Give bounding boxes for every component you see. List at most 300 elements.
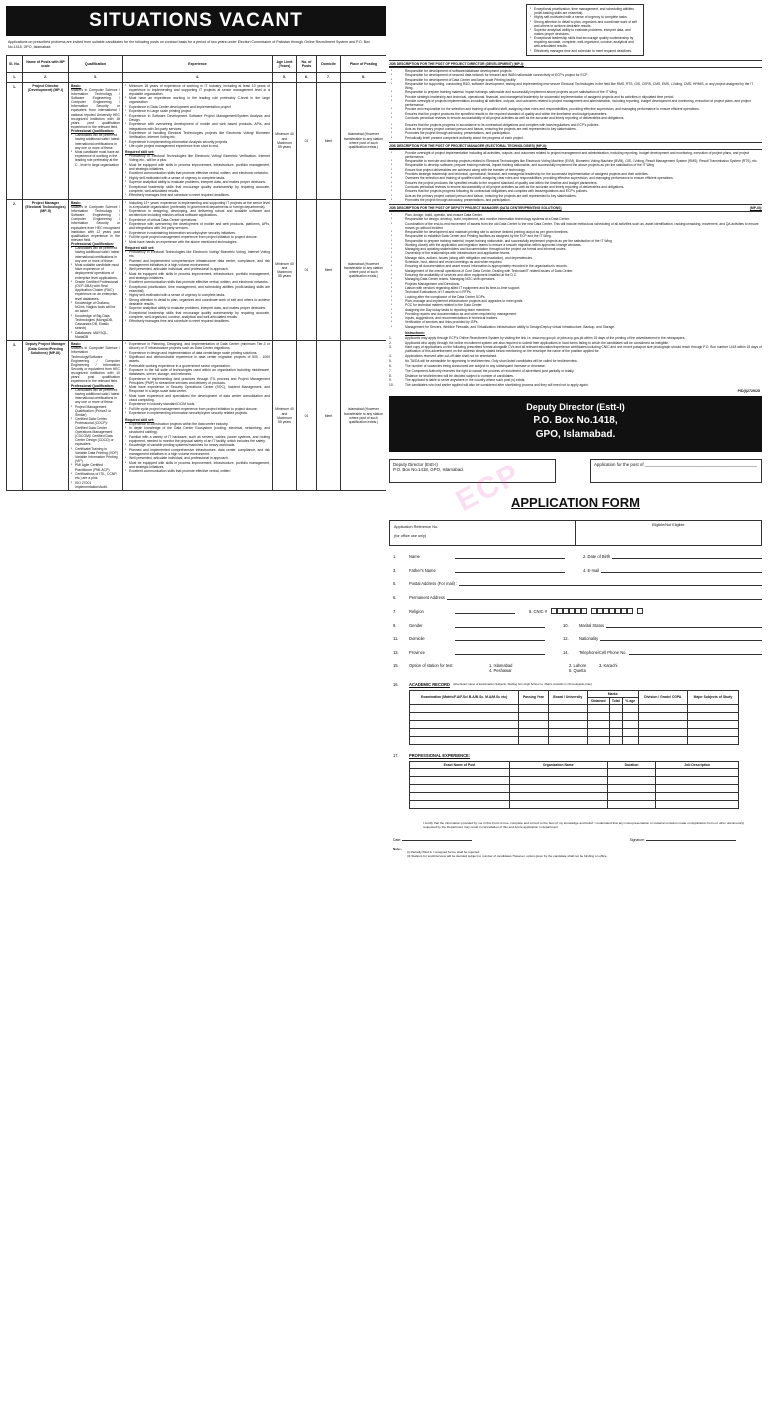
table-row[interactable] [410, 737, 739, 745]
col-header: Total [609, 697, 622, 704]
watermark-stamp: ECP [450, 457, 527, 519]
address-line: P.O. Box No.1418, [533, 414, 618, 426]
qualification-cell [69, 82, 123, 199]
instruction-item [389, 383, 762, 387]
bullet-item: ▪ Responsible for supporting, conducting R&D, software development, testing and implementing new secure Electoral Technologies in the field like RMS, RTS, GIS, CERS, CMS, EMS, i-Voting, CMS, HRMIS, or any project assigned by the IT Wing. [389, 82, 762, 90]
form-row: 9. Gender 10. Marital Status [389, 623, 762, 628]
bullet-item: ▪ Provide oversight of project implementation including all activities, outputs, and outcomes related to project management and administration, including reporting, budget development and monitoring, execution of project plans, and project performance. [389, 151, 762, 159]
form-row: 6. Permanent Address [389, 595, 762, 600]
ref-sub: (for office use only) [394, 534, 427, 539]
bullet-item: ▪ Schedule, host, attend and record meetings as and when required. [389, 260, 762, 264]
bullet-item: ▪ Looking after the compliance of the Data Center SOPs. [389, 295, 762, 299]
col-header: Place of Posting [341, 56, 387, 73]
bullet-item: ▪ Responsible for development and maintain printing site to achieve desired printing output as per given timelines. [389, 230, 762, 234]
bullet-item: ▪ Well presented, articulate individual, and professional in approach. [125, 456, 270, 460]
instruction-item [389, 345, 762, 353]
qual-heading: Basic: [71, 83, 82, 88]
bullet-item: ▪ Responsible for design, develop, build, implement, and monitor information technology systems at a Data Center. [389, 217, 762, 221]
instruction-number: 9. [389, 378, 392, 383]
post-name: Deputy Project Manager (Data Center/Printing Solutions) (MP-III) [25, 342, 66, 355]
jd-title: JOB DESCRIPTION FOR THE POST OF PROJECT DIRECTOR (DEVELOPMENT) (MP-I): [389, 61, 524, 66]
form-row: 7. Religion 8. CNIC # [389, 608, 762, 614]
col-header: Board / University [548, 690, 587, 704]
instruction-text: The number of vacancies being announced are subject to any subsequent increase or decrease. [405, 363, 546, 368]
bullet-item: ▪ Databases: MAYSQL, MariaDB [71, 331, 120, 339]
bullet-item: ▪ Experience in Software Development Software Project Management/System Analysis and Design. [125, 114, 270, 122]
domicile: Merit [317, 199, 341, 340]
instruction-number: 10. [389, 383, 394, 388]
bullet-item: ▪ Acts as the primary project contact person and liaison, ensuring the projects are well represented to key stakeholders. [389, 194, 762, 198]
bullet-item: ▪ Experience in design and implementation of data center/large scale printing solutions. [125, 351, 270, 355]
bullet-item: ▪ Responsible to prepare training material, impart training nationwide, and successfully implement projects as per the satisfaction of the IT Wing [389, 239, 762, 243]
bullet-item: ▪ Proficiency in Electoral Technologies like Electronic Voting/ Biometric Verification, Internet Voting etc., will be a plus. [125, 154, 270, 162]
bullet-item: ▪ Certifications of ITIL, CCNP, etc.) are a plus. [71, 472, 120, 480]
field-label: Gender [409, 622, 423, 628]
form-row: 11. Domicile 12. Nationality [389, 636, 762, 641]
email-field[interactable] [601, 569, 762, 573]
bullet-item: ▪ Highly self-motivated with a sense of urgency to complete tasks. [125, 293, 270, 297]
bullet-item: ▪ Must be equipped with skills in process improvement, infrastructure, portfolio management, and strategic initiatives. [125, 163, 270, 171]
station-option[interactable]: 5. Quetta [569, 668, 586, 674]
field-label: 12. [563, 636, 569, 642]
section-title: ACADEMIC RECORD [409, 681, 450, 687]
col-number-row [7, 73, 387, 82]
instruction-item [389, 359, 762, 363]
table-row[interactable] [410, 801, 739, 809]
post-count: 01 [297, 341, 317, 491]
qual-heading: Professional Qualification: [71, 129, 114, 134]
bullet-item: ▪ Exceptional prioritization, time management, and scheduling abilities (multi-tasking skills are essential). [125, 285, 270, 293]
table-row[interactable] [410, 793, 739, 801]
address-line: GPO, Islamabad. [535, 428, 616, 440]
bullet-item: ▪ Most candidate must have an experience of working in the leading role preferably at the C - level in large organization [71, 150, 120, 167]
postal-address-field[interactable] [459, 582, 762, 586]
table-row [7, 341, 387, 491]
instruction-number: 2. [389, 340, 392, 345]
bullet-item: ▪ Project Management Qualification (Prince2 or Similar) [71, 405, 120, 417]
field-label: 10. [563, 622, 569, 628]
jd-code: (MP-III): [749, 205, 762, 210]
bullet-item: ▪ Working closely with the application and migration teams to ensure a smooth migration within approved change windows. [389, 243, 762, 247]
qual-heading: Basic: [71, 200, 82, 205]
bullet-item: ▪ Assigning the Day today tasks to reporting team members. [389, 308, 762, 312]
instruction-text: The applicant is liable to serve anywhere in the country where such post (s) exists. [405, 378, 526, 383]
form-row: 13. Province 14. Telephone/Cell Phone No. [389, 650, 762, 655]
bullet-item: ▪ Experience of critical Data Center operations. [125, 218, 270, 222]
bullet-item: ▪ Providing reports and documentation as and when required by management. [389, 312, 762, 316]
form-row: 17. PROFESSIONAL EXPERIENCE: [393, 753, 471, 759]
signature-field[interactable] [646, 840, 736, 841]
bullet-item: ▪ Provide oversight of projects implementation including all activities, outputs, and outcomes related to project management and administration, including reporting, budget development and monitoring, execution of project plans, and project performance. [389, 99, 762, 107]
left-column [6, 6, 386, 1400]
continued-skills [526, 4, 644, 56]
skills-heading: Required skill set: [125, 150, 155, 155]
instruction-number: 8. [389, 373, 392, 378]
field-label: Father's Name [409, 567, 436, 573]
bullet-item: ▪ Superior analytical ability to evaluate problems, interpret data, and makes proper decisions. [125, 306, 270, 310]
qual-basic: Masters in Computer Science / Information Technology / Software Engineering / Computer Engineering / Information Security or equivalent from HEC recognized institution with 12 years post qualification experience in the relevant field. [71, 204, 120, 242]
col-header: Domicile [317, 56, 341, 73]
date-field[interactable] [402, 840, 472, 841]
bullet-item: ▪ Exceptional leadership skills that encourage quality workmanship by requiring accurate, complete, well-organized, concise, analytical and well-articulated results. [125, 311, 270, 319]
bullet-item: ▪ Ensuring the availability of services and other equipment installed at the D.C. [389, 273, 762, 277]
page-title: SITUATIONS VACANT [6, 6, 386, 36]
bullet-item: ▪ Familiar with a variety of IT hardware, such as servers, cables, power systems, and routing equipment, needed to monitor the physical safety of an IT facility, which includes fire safety. [125, 435, 270, 443]
col-header: Obtained [587, 697, 609, 704]
table-row [7, 199, 387, 340]
bullet-item: ▪ Knowledge of variable printing systems/machines for heavy workloads. [125, 443, 270, 447]
bullet-item: ▪ Periodically brief/ present competent authority about the progress of each project. [389, 136, 762, 140]
bullet-item: ▪ Effectively manages time and schedule to meet required deadlines. [125, 193, 270, 197]
col-header: Marks [587, 690, 638, 697]
gender-field[interactable] [455, 624, 545, 628]
bullet-item: ▪ Significant and demonstrable experience in data center migration projects of 500 - 1000 assets. [125, 355, 270, 363]
bullet-item: ▪ Excellent communication skills that promote effective verbal, written [125, 469, 270, 473]
bullet-item: ▪ PMI Agile Certified Practitioner (PMI-ACP). [71, 463, 120, 471]
cnic-boxes[interactable] [551, 608, 643, 614]
table-row [7, 82, 387, 199]
instruction-item [389, 341, 762, 345]
academic-table [409, 690, 739, 745]
bullet-item: ▪ Conducts periodical reviews to ensure accountability of all project activities as well as the accurate and timely reporting of deliverables and obligations. [389, 116, 762, 120]
bullet-item: ▪ Exceptional prioritization, time management, and scheduling abilities (multi-tasking skills are essential). [530, 7, 640, 15]
col-header: Organization Name [509, 762, 607, 769]
bullet-item: ▪ Plan, manage and implement infrastructure projects and upgrades to meet goals. [389, 299, 762, 303]
notes [393, 848, 762, 859]
note-item: (i) Partially filled in / unsigned forms shall be rejected. [407, 850, 481, 855]
col-number: 5. [273, 73, 297, 82]
section-note: (Give Exact name of Examination Subjects, Starting from High School i.e. Matric onwards in chronological order) [452, 682, 593, 687]
qual-heading: Professional Qualification: [71, 383, 114, 388]
instruction-number: 7. [389, 368, 392, 373]
col-number: 7. [317, 73, 341, 82]
dob-field[interactable] [612, 555, 762, 559]
bullet-item: ▪ Ensures that the projects progress in accordance to its contractual obligations and complies with laws/regulations and ECP's policies. [389, 123, 762, 127]
envelope-to: Application for the post of ______________________________________________ [590, 459, 762, 483]
skills-heading: Required skill set: [125, 417, 155, 422]
form-row: 1. Name 2. Date of Birth [389, 554, 762, 559]
bullet-item: ▪ Ensures that the projects progress following its contractual obligations and complies with laws/regulations and ECP's policies. [389, 189, 762, 193]
bullet-item: ▪ Must be equipped with skills in process improvement, infrastructure, portfolio management, and strategic initiatives. [125, 272, 270, 280]
bullet-item: ▪ Most suitable candidate must have experience of deployment/ operations of enterprise level applications. [71, 263, 120, 280]
field-label: Domicile [409, 636, 425, 642]
instruction-text: Applications received after cut-off date shall not be entertained. [405, 354, 498, 359]
bullet-item: ▪ Must have hands on experience with the above mentioned technologies. [125, 240, 270, 244]
bullet-item: ▪ Experience in Data Center development and implementation project [125, 105, 270, 109]
instruction-item [389, 374, 762, 378]
bullet-item: ▪ Ownership of the relationships with infrastructure and application teams. [389, 251, 762, 255]
station-option[interactable]: 2. Lahore [569, 663, 587, 669]
bullet-item: ▪ Inputs, suggestions, and recommendations in technical matters. [389, 316, 762, 320]
bullet-item: ▪ Experience to construction projects within the data center industry. [125, 422, 270, 426]
marital-status-field[interactable] [606, 624, 762, 628]
bullet-item: ▪ Oversees the selection and training of qualified staff, assigning clear roles and responsibilities, providing effective supervision, and managing performance to ensure efficient operations. [389, 176, 762, 180]
bullet-item: ▪ Including 12+ years' experience in implementing and supporting IT projects at the senior level in a reputable organization (preferably in government departments or foreign departments). [125, 201, 270, 209]
job-description-pd [389, 60, 762, 387]
age-limit: Minimum 40 and Maximum 55 years [273, 199, 297, 340]
table-row[interactable] [410, 713, 739, 721]
bullet-item: ▪ Effectively manages time and schedule to meet required deadlines. [125, 319, 270, 323]
col-header: Experience [123, 56, 273, 73]
col-header: Examination (Matric/F.A/F.Sc/ B.A/B.Sc. M.A/M.Sc etc) [410, 690, 519, 704]
qual-basic: Masters in Computer Science / Information Technology/Software Engineering / Computer Engineering / Information Security or equivalent from HEC recognized institution with 10 years' post qualification experience in the relevant field. [71, 346, 120, 384]
office-use-box [389, 520, 762, 546]
bullet-item: ▪ Responsible to develop software, prepare training material, impart training nationwide, and successfully implement the above projects as per the satisfaction of the IT Wing [389, 163, 762, 167]
col-header: % age [622, 697, 638, 704]
qual-heading: Basic: [71, 342, 82, 347]
bullet-item: ▪ Experience in implementing best practices through ITIL process and Project Management Principles (PMP) to streamline services and delivery of products. [125, 377, 270, 385]
field-label: Postal Address (For mail) : [409, 581, 458, 587]
col-header: Passing Year [519, 690, 548, 704]
jd-title: JOB DESCRIPTION FOR THE POST OF PROJECT MANAGER (ELECTORAL TECHNOLOGIES) (MP-II): [389, 143, 547, 148]
bullet-item: ▪ Highly self-motivated with a sense of urgency to complete tasks. [125, 176, 270, 180]
bullet-item: ▪ Minimum 18 years of experience of working in IT Industry, including at least 10 years of experience in implementing and supporting IT projects at senior management level in a reputable organization. [125, 84, 270, 96]
bullet-item: ▪ Coordination of the end-to-end movement of assets from the old Data Center to the new Data Center. This will include meticulous scheduling of all activities such as, asset identification, racking/unracking, movement, and QA activities to ensure moves go without incident [389, 222, 762, 230]
bullet-item: ▪ Technical Evaluations of IT assets w.r.t RFPs. [389, 290, 762, 294]
instruction-text: Hard copy of applications on the following prescribed format alongwith CVs and all relevant education/experience certificates including CNIC and one recent passport size photograph should reach through P.O. Box number 1418 within 15 days of publication of this advertisement on the address clearly stated below mentioning on the envelope the name of the position applied for. [405, 345, 762, 354]
bullet-item: ▪ Excellent communication skills that promote effective verbal, written, and electronic networks. [125, 280, 270, 284]
bullet-item: ▪ Responsible to execute and develop projects related to Electoral Technologies like Electronic Voting Machine (EVM), Biometric Voting Machine (BVM), GIS, i-Voting, Result Management System (RMS), Result Transmission System (RTS), etc. [389, 159, 762, 163]
eligibility-label: Eligible/Not Eligible [651, 523, 685, 528]
experience-cell [123, 341, 273, 491]
instruction-text: No TA/DA will be admissible for appearing in test/interview. Only short-listed candidates will be called for test/interview. [405, 359, 578, 364]
bullet-item: ▪ Plan, design, build, operate, and ensure Data Center. [389, 213, 762, 217]
phone-field[interactable] [629, 651, 762, 655]
post-count: 01 [297, 199, 317, 340]
bullet-item: ▪ Manage risks, actions, issues (along with mitigation and escalation), and dependencies. [389, 256, 762, 260]
place-of-posting: Islamabad (However transferable to any station where post of such qualification exists.) [341, 199, 387, 340]
col-number: 3. [69, 73, 123, 82]
bullet-item: ▪ Planned and implemented comprehensive infrastructure, data center, compliance, and risk management initiatives in a high volume environment. [125, 448, 270, 456]
domicile: Merit [317, 341, 341, 491]
bullet-item: ▪ Management of the overall operations of Core Data Center. Dealing with Technical/IT related issues of Data Center. [389, 269, 762, 273]
field-label: 14. [563, 649, 569, 655]
bullet-item: ▪ Certified Data Center Professional (CDCP)/ Certified Data Center Operations Management (CDCOM)/ Certified Data Center Design (CDCD) or equivalent. [71, 417, 120, 446]
jd-title: JOB DESCRIPTION FOR THE POST OF DEPUTY PROJECT MANAGER (DATA CENTER/PRINTING SOLUTIONS) [389, 205, 562, 210]
date-label: Date: [393, 837, 402, 842]
bullet-item: ▪ Exceptional leadership skills that encourage quality workmanship by requiring accurate, complete, well-articulated results. [125, 185, 270, 193]
signature-row [393, 838, 736, 842]
instruction-item [389, 354, 762, 358]
col-header: Job Description [656, 762, 739, 769]
bullet-item: ▪ Provide strategic leadership and technical, operational, financial, and managerial leadership for successful implementation of assigned projects and its activities in stipulated time period. [389, 95, 762, 99]
instruction-item [389, 364, 762, 368]
instructions-title: Instructions: [405, 330, 425, 335]
envelope-line: P.O. Box No.1418, GPO, Islamabad. [393, 467, 464, 473]
serial-number: 1. [7, 82, 23, 199]
bullet-item: ▪ Responsible for development of secured data network for Intranet and WAN nationwide connectivity of ECP's project for ECP [389, 73, 762, 77]
bullet-item: ▪ Experience in implementing information Analysis security projects [125, 140, 270, 144]
table-row[interactable] [410, 785, 739, 793]
bullet-item: ▪ Ensuring all documentation and asset record information is appropriately recorded in the organization's records. [389, 264, 762, 268]
declaration-text: I certify that the information provided by me in this Form is true, complete and correct to the best of my knowledge and belief. I understand that any misrepresentation or material omission made on Application Form or other document(s) requested by the Department may result in cancellation of this and future application in department. [423, 821, 745, 830]
age-limit: Minimum 40 and Maximum 55 years [273, 341, 297, 491]
ref-label: Application Reference No. [394, 525, 439, 530]
table-row[interactable] [410, 729, 739, 737]
col-header: No. of Posts [297, 56, 317, 73]
col-header: Division / Grade/ CGPA [638, 690, 687, 704]
table-row[interactable] [410, 777, 739, 785]
experience-cell [123, 82, 273, 199]
religion-field[interactable] [455, 610, 515, 614]
bullet-item: ▪ Acts as the primary project contact person and liaison, ensuring the projects are well represented to key stakeholders. [389, 127, 762, 131]
bullet-item: ▪ Experience with overseeing development of mobile and web based products, APIs, and integrations with 3rd party services. [125, 122, 270, 130]
bullet-item: ▪ Experience with overseeing the development of mobile and web products, platforms, APIs, and integrations with 3rd party services. [125, 222, 270, 230]
bullet-item: ▪ Experience in Planning, Designing, and Implementation of Data Center (minimum Tier-3 or Above) or IT infrastructure projects such as Data Center migrations. [125, 342, 270, 350]
col-header: Major Subjects of Study [687, 690, 738, 704]
domicile-field[interactable] [455, 637, 545, 641]
bullet-item: ▪ Ensure that project deliverables are achieved along with the transfer of technology. [389, 168, 762, 172]
instruction-text: Applicants may apply through ECP's Online Recruitment System by visiting the link i.e. www.ecp.gov.pk or jobs.ecp.gov.pk within 15 days of the printing of the advertisement in the newspapers. [405, 335, 686, 340]
table-header [7, 56, 387, 73]
field-label: Permanent Address [409, 594, 445, 600]
col-header: Duration [607, 762, 656, 769]
bullet-item: ▪ Experience in implementing information security/cyber security related projects. [125, 411, 270, 415]
bullet-item: ▪ Responsible to prepare training material, impart trainings nationwide and successfully implement above projects as per satisfaction of the IT Wing [389, 90, 762, 94]
instruction-number: 5. [389, 359, 392, 364]
col-header: Age Limit (Years) [273, 56, 297, 73]
post-name: Project Manager (Electoral Technologies) (MP-II) [25, 200, 66, 214]
table-row[interactable] [410, 769, 739, 777]
place-of-posting: Islamabad (However transferable to any station where post of such qualification exists.) [341, 82, 387, 199]
col-header: Exact Name of Post [410, 762, 510, 769]
form-row: 15. Option of station for test 1. Islamabad 4. Peshawar 2. Lahore 5. Quetta 3. Karachi [393, 663, 618, 674]
name-field[interactable] [455, 555, 565, 559]
note-title: Note:- [393, 846, 402, 851]
bullet-item: ▪ Liaison with vendors regarding allied IT equipment and its time-to-time support. [389, 286, 762, 290]
table-row[interactable] [410, 721, 739, 729]
bullet-item: ▪ Provides strategic leadership and technical, operational, financial, and managerial leadership for the successful implementation of assigned projects and their activities. [389, 172, 762, 176]
instruction-item [389, 378, 762, 382]
col-number: 4. [123, 73, 273, 82]
father-name-field[interactable] [455, 569, 565, 573]
envelope-labels [389, 459, 762, 483]
instruction-item [389, 336, 762, 340]
bullet-item: ▪ Verification of services and links provided by ISPs. [389, 320, 762, 324]
form-title: APPLICATION FORM [510, 494, 641, 510]
bullet-item: ▪ Preferable working experience in a government sector organization. [125, 364, 270, 368]
bullet-item: ▪ Management for Servers, Weblive Firewalls, and Virtualization Infrastructure ability to Design/Deploy virtual Infrastructure, Backup, and Storage. [389, 325, 762, 329]
age-limit: Minimum 40 and Maximum 55 years [273, 82, 297, 199]
province-field[interactable] [455, 651, 545, 655]
serial-number: 3. [7, 341, 23, 491]
right-column [389, 4, 762, 1402]
instruction-number: 4. [389, 354, 392, 359]
reference-number: PID(I)2729/25 [737, 389, 760, 394]
posts-table [6, 55, 386, 491]
table-row[interactable] [410, 705, 739, 713]
bullet-item: ▪ POC for technical matters related to the Data Center. [389, 303, 762, 307]
station-option[interactable]: 4. Peshawar [489, 668, 512, 674]
bullet-item: ▪ Full life cycle project management experience from project initiation to project closure. [125, 235, 270, 239]
station-option[interactable]: 3. Karachi [599, 663, 618, 669]
post-count: 01 [297, 82, 317, 199]
field-label: 2. Date of Birth [583, 554, 611, 560]
bullet-item: ▪ Promotes the project through advocacy, presentations, and participation. [389, 198, 762, 202]
form-row: 3. Father's Name 4. E-mail [389, 568, 762, 573]
bullet-item: ▪ Must be equipped with skills in process improvement, infrastructure, portfolio management, and strategic initiatives. [125, 461, 270, 469]
nationality-field[interactable] [600, 637, 762, 641]
instruction-number: 1. [389, 335, 392, 340]
bullet-item: ▪ Superior analytical ability to evaluate problems, interpret data, and makes proper decisions. [530, 28, 640, 36]
qualification-cell [69, 199, 123, 340]
instruction-text: The candidates who had earlier applied will also be considered after shortlisting process and they will need not to apply again. [405, 383, 589, 388]
bullet-item: ▪ Proficiency in Electoral Technologies like Electronic Voting/ Biometric Voting, Internet Voting etc. [125, 250, 270, 258]
field-label: Province [409, 649, 425, 655]
bullet-item: ▪ Must have experience in Security Operations Center (SOC), Incident Management, and Response in a large-scale data center. [125, 385, 270, 393]
col-number: 1. [7, 73, 23, 82]
bullet-item: ▪ Superior analytical ability to evaluate problems, interpret data, and makes proper decisions. [125, 180, 270, 184]
intro-text: Applications on prescribed proforma are invited from suitable candidates for the following posts on contract basis for a period of two years under Election Commission of Pakistan through Online Recruitment System and P.O. Box No.1418, GPO, Islamabad: [8, 40, 370, 49]
bullet-item: ▪ Promotes the project through advocacy, presentations, and participation. [389, 131, 762, 135]
col-header: Name of Posts with MP scale [23, 56, 69, 73]
bullet-item: ▪ Must have experience and specialized the development of data center consolidation and cloud computing. [125, 394, 270, 402]
instruction-text: The Competent Authority reserves the right to cancel the process of recruitment of advertised post partially or totally. [405, 368, 575, 373]
note-item: (ii) Stations for test/interview will be decided subject to number of candidates However, option given by the candidate shall not be binding on office. [407, 854, 608, 859]
bullet-item: ▪ Managing Data Center teams, Managing NOC shift operators. [389, 277, 762, 281]
field-label: 8. CNIC # [529, 609, 547, 615]
permanent-address-field[interactable] [447, 596, 762, 600]
bullet-item: ▪ Effectively manages time and schedule to meet required deadlines. [530, 49, 640, 53]
field-label: Nationality [579, 636, 599, 642]
field-label: Option of station for test [409, 663, 453, 669]
bullet-item: ▪ Strong attention to detail to plan, organizes and coordinate work of self and others to achieve desirable results. [530, 20, 640, 28]
section-title: PROFESSIONAL EXPERIENCE: [409, 753, 471, 759]
bullet-item: ▪ Conducts periodical reviews to ensure accountability of all project activities as well as the accurate and timely reporting of deliverables and obligations. [389, 185, 762, 189]
bullet-item: ▪ Responsible for development of software/database development projects [389, 69, 762, 73]
bullet-item: ▪ Candidates will be preferred having additional valid / latest international certifications in any one or more of these. [71, 388, 120, 405]
domicile: Merit [317, 82, 341, 199]
bullet-item: ▪ Oracle Certified Professional (OCP-DBA) with Real Application Cluster (RAC) experience on an enterprise-level databases. [71, 280, 120, 301]
col-number: 6. [297, 73, 317, 82]
field-label: 4. E-mail [583, 567, 600, 573]
bullet-item: ▪ Knowledge of Grafana, NGinx, Nagios tools will be an asset. [71, 301, 120, 313]
bullet-item: ▪ Provide and responsible for the selection and training of qualified staff, assigning clear roles and responsibilities, providing effective supervision, and managing performance to ensure efficient operations. [389, 107, 762, 111]
bullet-item: ▪ Projects Management and Directions. [389, 282, 762, 286]
field-label: Name [409, 554, 420, 560]
qual-basic: Masters in Computer Science / Information Technology / Software Engineering / Computer Engineering / Information Security or equivalent from international / national reputed University HEC recognized institution with 18 years post qualification experience in the relevant field. [71, 87, 120, 130]
bullet-item: ▪ Life cycle project management experience from start to end. [125, 144, 270, 148]
bullet-item: ▪ ISO 27001 Implementation/Audit. [71, 481, 120, 489]
bullet-item: ▪ Candidates will be preferred having additional valid / latest international certifications in any one or more of these. [71, 133, 120, 150]
bullet-item: ▪ Knowledge of Big Data Technologies (MongoDB, Cassandra DB, Elastic search) [71, 314, 120, 331]
experience-cell [123, 199, 273, 340]
qual-heading: Professional Qualification: [71, 242, 114, 247]
bullet-item: ▪ Candidates will be preferred having additional valid / latest international certifications in any one or more of these. [71, 246, 120, 263]
station-option[interactable]: 1. Islamabad [489, 663, 513, 669]
bullet-item: ▪ Ensures the project produces the specified results to the required standard of quality and within the timeline and budget parameters. [389, 181, 762, 185]
skills-heading: Required skill set: [125, 245, 155, 250]
bullet-item: ▪ Strong attention to detail to plan, organizes and coordinate work of self and others to achieve desirable results. [125, 298, 270, 306]
instruction-text: Distance for test/interview will be decided subject to number of candidates. [405, 373, 514, 378]
col-number: 8. [341, 73, 387, 82]
bullet-item: ▪ Responsible to establish Data Center and Printing facilities as assigned by the ECP and the IT Wing. [389, 234, 762, 238]
form-row: 16. ACADEMIC RECORD (Give Exact name of Examination Subjects, Starting from High School i.e. Matric onwards in chronological order) [393, 681, 593, 687]
place-of-posting: Islamabad (However transferable to any station where post of such qualification exists.) [341, 341, 387, 491]
signature-label: Signature: [629, 837, 646, 842]
bullet-item: ▪ Certificate/Training in Variable Data Printing (VDP) Variable Information Printing (VIP). [71, 447, 120, 464]
bullet-item: ▪ Managing and updating stakeholders and documentation throughout the project via formal and informal routes. [389, 247, 762, 251]
bullet-item: ▪ Experience in industry standard DCIM tools. [125, 402, 270, 406]
instruction-text: Applicants who apply through the online recruitment system are also required to submit their applications in hard forms failing to which the candidates will be considered as ineligible. [405, 340, 669, 345]
address-block [389, 396, 762, 452]
col-header: Qualification [69, 56, 123, 73]
qualification-cell [69, 341, 123, 491]
bullet-item: ▪ Experience in maintaining information security/cyber security initiatives. [125, 231, 270, 235]
form-row: 5. Postal Address (For mail) : [389, 581, 762, 586]
bullet-item: ▪ Experience in designing, developing, and delivering robust and scalable software and architecture including mission-critical software applications. [125, 209, 270, 217]
bullet-item: ▪ Excellent communication skills that promote effective verbal, written, and electronic networks. [125, 171, 270, 175]
